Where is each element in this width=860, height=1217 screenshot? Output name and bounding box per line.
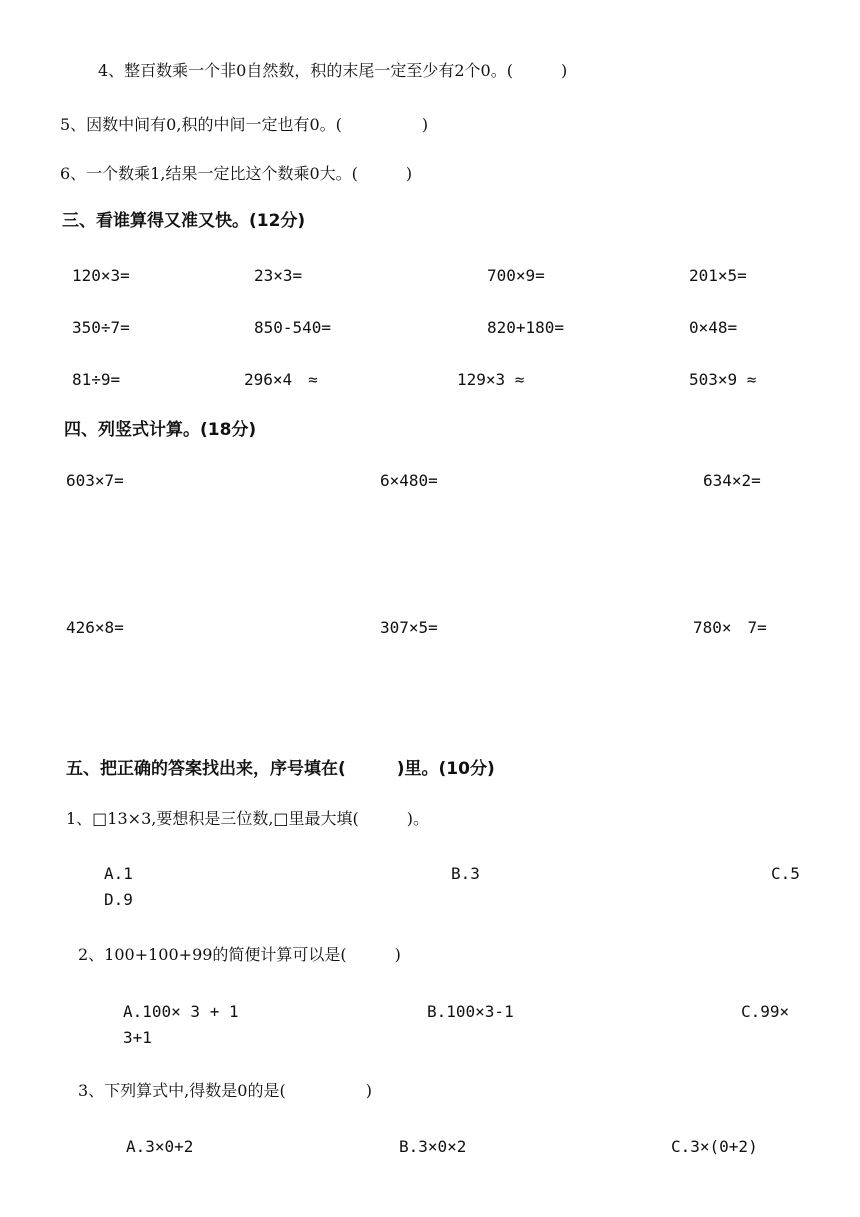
section-3-heading: 三、看谁算得又准又快。(12分) [62, 211, 306, 231]
vertical-calc-item: 307×5= [380, 618, 438, 637]
choice-option: B.3 [451, 864, 480, 883]
calc-item: 0×48= [689, 318, 738, 337]
choice-question-2: 2、100+100+99的简便计算可以是( ) [78, 945, 401, 964]
choice-option: B.100×3-1 [427, 1002, 514, 1021]
vertical-calc-item: 6×480= [380, 471, 438, 490]
choice-option: B.3×0×2 [399, 1137, 467, 1156]
choice-question-3: 3、下列算式中,得数是0的是( ) [78, 1081, 372, 1100]
calc-item: 201×5= [689, 266, 747, 285]
choice-option: D.9 [104, 890, 133, 909]
judge-item-4: 4、整百数乘一个非0自然数，积的末尾一定至少有2个0。( ) [98, 61, 568, 80]
calc-item: 81÷9= [72, 370, 121, 389]
calc-item: 23×3= [254, 266, 303, 285]
choice-option: A.100× 3 + 1 [123, 1002, 239, 1021]
section-4-heading: 四、列竖式计算。(18分) [64, 420, 257, 440]
choice-option: 3+1 [123, 1028, 152, 1047]
calc-item: 350÷7= [72, 318, 130, 337]
choice-option: A.3×0+2 [126, 1137, 194, 1156]
vertical-calc-item: 426×8= [66, 618, 124, 637]
calc-item: 503×9 ≈ [689, 370, 757, 389]
vertical-calc-item: 780× 7= [693, 618, 767, 637]
calc-item: 820+180= [487, 318, 565, 337]
choice-option: C.99× [741, 1002, 790, 1021]
calc-item: 129×3 ≈ [457, 370, 525, 389]
vertical-calc-item: 603×7= [66, 471, 124, 490]
choice-option: A.1 [104, 864, 133, 883]
calc-item: 700×9= [487, 266, 545, 285]
calc-item: 296×4 ≈ [244, 370, 318, 389]
choice-question-1: 1、□13×3,要想积是三位数,□里最大填( )。 [66, 809, 430, 828]
calc-item: 120×3= [72, 266, 130, 285]
choice-option: C.5 [771, 864, 800, 883]
section-5-heading: 五、把正确的答案找出来，序号填在( )里。(10分) [66, 759, 495, 779]
choice-option: C.3×(0+2) [671, 1137, 758, 1156]
judge-item-5: 5、因数中间有0,积的中间一定也有0。( ) [60, 115, 429, 134]
judge-item-6: 6、一个数乘1,结果一定比这个数乘0大。( ) [60, 164, 413, 183]
vertical-calc-item: 634×2= [703, 471, 761, 490]
calc-item: 850-540= [254, 318, 332, 337]
